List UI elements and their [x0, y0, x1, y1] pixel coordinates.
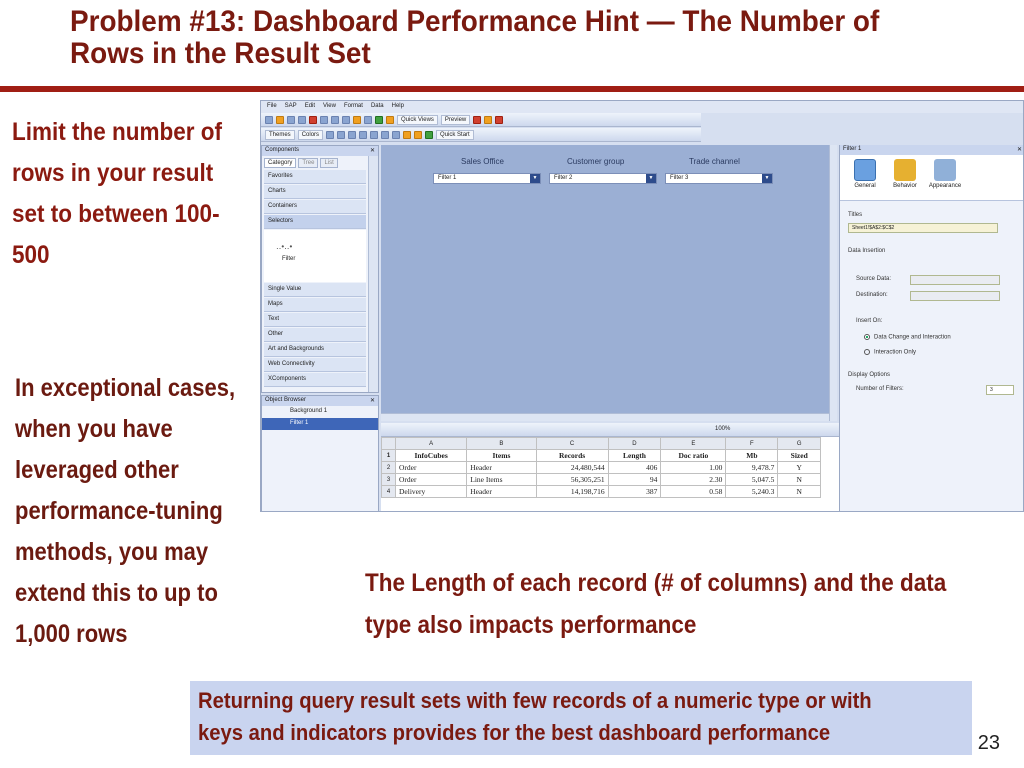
right-note-record-length: The Length of each record (# of columns) and the data type also impacts performance: [365, 569, 947, 639]
table-cell[interactable]: Doc ratio: [661, 450, 726, 462]
titles-section-label: Titles: [848, 212, 863, 218]
object-browser-title: Object Browser: [265, 397, 307, 403]
row-number[interactable]: 1: [382, 450, 396, 462]
titles-field[interactable]: Sheet1!$A$2:$C$2: [848, 223, 998, 233]
table-cell[interactable]: 5,047.5: [726, 474, 778, 486]
menu-view[interactable]: View: [323, 103, 336, 109]
number-of-filters-stepper[interactable]: 3: [986, 385, 1014, 395]
table-row: [382, 486, 821, 498]
close-icon[interactable]: ✕: [369, 148, 375, 154]
table-cell[interactable]: Line Items: [467, 474, 536, 486]
close-icon[interactable]: ✕: [1016, 147, 1022, 153]
publish-icon[interactable]: [473, 116, 481, 124]
open-folder-icon[interactable]: [276, 116, 284, 124]
col-header[interactable]: G: [778, 438, 821, 450]
embedded-spreadsheet: [381, 423, 839, 512]
dashboard-designer-screenshot: [260, 100, 1024, 512]
title-rule: [0, 86, 1024, 92]
filter-component-icon[interactable]: ‥•‥•: [276, 242, 293, 251]
tab-appearance-label: Appearance: [928, 183, 962, 189]
number-of-filters-label: Number of Filters:: [856, 386, 904, 392]
menu-bar: [261, 101, 1023, 113]
zoom-level[interactable]: 100%: [715, 426, 731, 432]
col-header[interactable]: D: [608, 438, 661, 450]
callout-line-1: Returning query result sets with few records of a numeric type or with: [198, 688, 872, 713]
table-cell[interactable]: InfoCubes: [396, 450, 467, 462]
label-customer-group: Customer group: [567, 157, 625, 166]
table-row: [382, 462, 821, 474]
category-containers[interactable]: Containers: [264, 200, 366, 214]
properties-tabs: [840, 155, 1024, 201]
table-cell[interactable]: 9,478.7: [726, 462, 778, 474]
row-number[interactable]: 3: [382, 474, 396, 486]
colors-button[interactable]: Colors: [298, 130, 323, 140]
general-icon: [854, 159, 876, 181]
distribute-icon[interactable]: [392, 131, 400, 139]
themes-button[interactable]: Themes: [265, 130, 295, 140]
category-selectors[interactable]: Selectors: [264, 215, 366, 229]
row-number[interactable]: 2: [382, 462, 396, 474]
display-options-label: Display Options: [848, 372, 891, 378]
object-row-filter[interactable]: [262, 418, 378, 430]
table-cell[interactable]: Sized: [778, 450, 821, 462]
category-maps[interactable]: Maps: [264, 298, 366, 312]
table-cell[interactable]: Length: [608, 450, 661, 462]
components-scrollbar[interactable]: [368, 156, 378, 392]
category-text[interactable]: Text: [264, 313, 366, 327]
tab-behavior-label: Behavior: [893, 183, 917, 189]
table-cell[interactable]: Records: [536, 450, 608, 462]
destination-field[interactable]: [910, 291, 1000, 301]
table-cell[interactable]: 0.58: [661, 486, 726, 498]
table-cell[interactable]: 94: [608, 474, 661, 486]
table-cell[interactable]: 56,305,251: [536, 474, 608, 486]
data-insertion-label: Data Insertion: [848, 248, 886, 254]
page-number: 23: [977, 732, 1000, 754]
align-left-icon[interactable]: [326, 131, 334, 139]
tab-behavior[interactable]: [888, 159, 922, 196]
object-row-label: Background 1: [290, 408, 328, 414]
export-icon[interactable]: [386, 116, 394, 124]
radio-unselected-icon: [864, 349, 870, 355]
add-icon[interactable]: [364, 116, 372, 124]
import-icon[interactable]: [375, 116, 383, 124]
insert-on-label: Insert On:: [856, 318, 883, 324]
quick-start-icon[interactable]: [425, 131, 433, 139]
canvas-vertical-scrollbar[interactable]: [829, 145, 837, 421]
table-cell[interactable]: 24,480,544: [536, 462, 608, 474]
close-icon[interactable]: ✕: [369, 398, 375, 404]
table-cell[interactable]: 1.00: [661, 462, 726, 474]
export-pdf-icon[interactable]: [484, 116, 492, 124]
components-panel: [261, 145, 379, 393]
source-data-field[interactable]: [910, 275, 1000, 285]
tab-appearance[interactable]: [928, 159, 962, 196]
menu-file[interactable]: File: [267, 103, 277, 109]
align-center-icon[interactable]: [337, 131, 345, 139]
category-xcomponents[interactable]: XComponents: [264, 373, 366, 387]
dropdown-arrow-icon[interactable]: ▼: [762, 174, 772, 183]
table-cell[interactable]: Y: [778, 462, 821, 474]
standard-toolbar: [261, 113, 701, 127]
filter-dropdown-3[interactable]: [665, 173, 773, 184]
menu-data[interactable]: Data: [370, 103, 384, 109]
source-data-label: Source Data:: [856, 276, 892, 282]
quick-start-button[interactable]: Quick Start: [436, 130, 474, 140]
theme-toolbar: [261, 128, 701, 142]
spreadsheet-toolbar: [381, 423, 839, 437]
table-cell[interactable]: N: [778, 474, 821, 486]
callout-line-2: keys and indicators provides for the best dashboard performance: [198, 720, 831, 745]
filter-dropdown-2[interactable]: [549, 173, 657, 184]
category-single-value[interactable]: Single Value: [264, 283, 366, 297]
table-cell[interactable]: Header: [467, 462, 536, 474]
filter-dropdown-value: Filter 2: [554, 175, 573, 181]
dropdown-arrow-icon[interactable]: ▼: [530, 174, 540, 183]
table-cell[interactable]: 406: [608, 462, 661, 474]
settings-icon[interactable]: [495, 116, 503, 124]
left-note-limit-rows: Limit the number of rows in your result set to between 100-500: [12, 118, 222, 269]
properties-panel: [839, 145, 1024, 512]
category-charts[interactable]: Charts: [264, 185, 366, 199]
table-cell[interactable]: Order: [396, 474, 467, 486]
tab-category[interactable]: Category: [264, 158, 296, 168]
table-cell[interactable]: Header: [467, 486, 536, 498]
tab-general-label: General: [854, 183, 876, 189]
align-right-icon[interactable]: [348, 131, 356, 139]
table-cell[interactable]: N: [778, 486, 821, 498]
table-cell[interactable]: Mb: [726, 450, 778, 462]
ungroup-icon[interactable]: [414, 131, 422, 139]
table-row: [382, 474, 821, 486]
selector-gallery: [264, 230, 366, 282]
new-file-icon[interactable]: [265, 116, 273, 124]
dropdown-arrow-icon[interactable]: ▼: [646, 174, 656, 183]
design-canvas[interactable]: [381, 145, 829, 413]
col-header[interactable]: C: [536, 438, 608, 450]
menu-edit[interactable]: Edit: [304, 103, 316, 109]
col-header[interactable]: E: [661, 438, 726, 450]
category-art-backgrounds[interactable]: Art and Backgrounds: [264, 343, 366, 357]
callout-box: [190, 681, 972, 755]
filter-dropdown-value: Filter 1: [438, 175, 457, 181]
filter-dropdown-1[interactable]: [433, 173, 541, 184]
tab-tree[interactable]: Tree: [298, 158, 318, 168]
menu-format[interactable]: Format: [343, 103, 363, 109]
paste-icon[interactable]: [331, 116, 339, 124]
print-icon[interactable]: [298, 116, 306, 124]
destination-label: Destination:: [856, 292, 888, 298]
quick-views-button[interactable]: Quick Views: [397, 115, 438, 125]
save-icon[interactable]: [287, 116, 295, 124]
col-header[interactable]: B: [467, 438, 536, 450]
object-row-background[interactable]: [262, 406, 378, 418]
object-browser-panel: [261, 395, 379, 512]
cut-icon[interactable]: [309, 116, 317, 124]
col-header[interactable]: F: [726, 438, 778, 450]
table-cell[interactable]: 5,240.3: [726, 486, 778, 498]
col-header[interactable]: A: [396, 438, 467, 450]
radio-data-change[interactable]: [856, 331, 959, 344]
undo-icon[interactable]: [342, 116, 350, 124]
object-row-label: Filter 1: [290, 420, 309, 426]
slide-title: Problem #13: Dashboard Performance Hint — The Number of Rows in the Result Set: [70, 5, 880, 70]
radio-data-change-label: Data Change and Interaction: [874, 334, 951, 341]
align-bottom-icon[interactable]: [381, 131, 389, 139]
table-cell[interactable]: Delivery: [396, 486, 467, 498]
table-cell[interactable]: Items: [467, 450, 536, 462]
align-top-icon[interactable]: [359, 131, 367, 139]
category-other[interactable]: Other: [264, 328, 366, 342]
tab-list[interactable]: List: [320, 158, 337, 168]
properties-title: Filter 1: [843, 146, 862, 152]
menu-help[interactable]: Help: [391, 103, 404, 109]
row-number[interactable]: 4: [382, 486, 396, 498]
table-cell[interactable]: 2.30: [661, 474, 726, 486]
filter-dropdown-value: Filter 3: [670, 175, 689, 181]
tab-general[interactable]: [848, 159, 882, 196]
corner-cell[interactable]: [382, 438, 396, 450]
radio-interaction-only[interactable]: [856, 346, 924, 359]
menu-sap[interactable]: SAP: [284, 103, 297, 109]
table-cell[interactable]: Order: [396, 462, 467, 474]
table-row: [382, 450, 821, 462]
radio-interaction-only-label: Interaction Only: [874, 349, 917, 356]
highlight-icon[interactable]: [353, 116, 361, 124]
copy-icon[interactable]: [320, 116, 328, 124]
preview-button[interactable]: Preview: [441, 115, 470, 125]
spreadsheet-grid: [381, 437, 821, 498]
behavior-icon: [894, 159, 916, 181]
canvas-horizontal-scrollbar[interactable]: [381, 413, 829, 421]
table-cell[interactable]: 387: [608, 486, 661, 498]
label-sales-office: Sales Office: [461, 157, 504, 166]
components-panel-title: Components: [265, 147, 300, 153]
label-trade-channel: Trade channel: [689, 157, 740, 166]
radio-selected-icon: [864, 334, 870, 340]
group-icon[interactable]: [403, 131, 411, 139]
category-favorites[interactable]: Favorites: [264, 170, 366, 184]
align-middle-icon[interactable]: [370, 131, 378, 139]
appearance-icon: [934, 159, 956, 181]
table-cell[interactable]: 14,198,716: [536, 486, 608, 498]
components-tabs: [262, 156, 378, 170]
left-note-exceptional-cases: In exceptional cases, when you have leveraged other performance-tuning methods, you may extend this to up to 1,000 rows: [15, 374, 236, 648]
filter-component-label: Filter: [282, 256, 296, 262]
category-web-connectivity[interactable]: Web Connectivity: [264, 358, 366, 372]
